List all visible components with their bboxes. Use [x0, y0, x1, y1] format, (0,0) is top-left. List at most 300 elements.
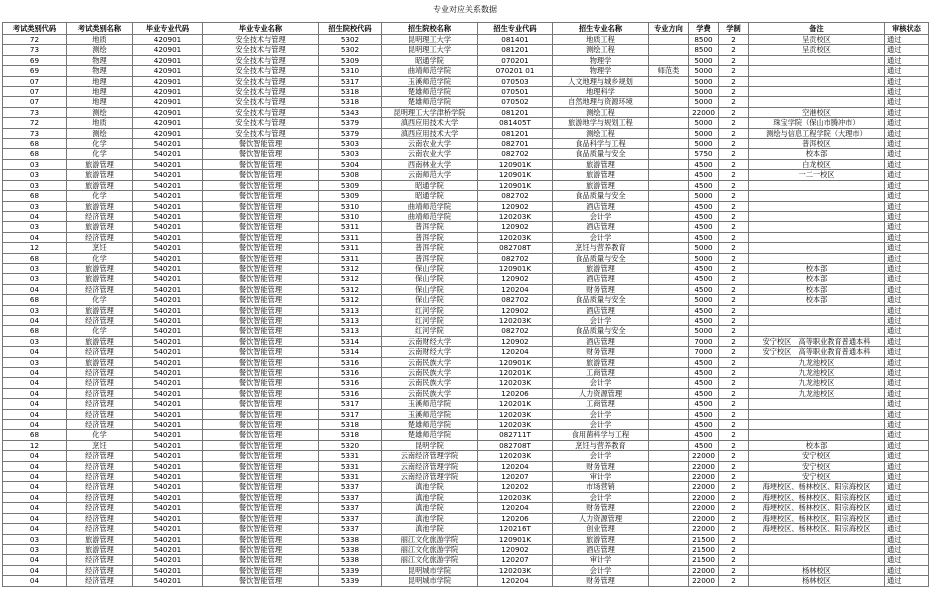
table-cell: 云南民族大学 — [382, 368, 478, 378]
table-cell: 曲靖师范学院 — [382, 201, 478, 211]
table-row — [3, 524, 929, 534]
table-cell: 120902 — [478, 201, 553, 211]
table-cell: 通过 — [885, 461, 929, 471]
table-cell — [749, 305, 885, 315]
table-cell: 餐饮智能管理 — [203, 315, 319, 325]
table-cell — [749, 87, 885, 97]
table-cell: 通过 — [885, 399, 929, 409]
table-cell: 化学 — [67, 149, 133, 159]
table-cell: 餐饮智能管理 — [203, 159, 319, 169]
table-cell: 120207 — [478, 555, 553, 565]
table-cell: 通过 — [885, 576, 929, 586]
column-header: 毕业专业代码 — [133, 23, 203, 35]
table-cell: 03 — [3, 222, 67, 232]
table-cell: 22000 — [689, 472, 719, 482]
table-cell: 通过 — [885, 201, 929, 211]
table-cell: 120206 — [478, 388, 553, 398]
table-cell: 丽江文化旅游学院 — [382, 534, 478, 544]
table-cell: 通过 — [885, 315, 929, 325]
table-cell: 安全技术与管理 — [203, 45, 319, 55]
table-cell: 酒店管理 — [553, 274, 649, 284]
table-cell: 酒店管理 — [553, 336, 649, 346]
table-cell: 540201 — [133, 243, 203, 253]
table-cell: 安全技术与管理 — [203, 55, 319, 65]
table-cell: 2 — [719, 326, 749, 336]
table-cell: 420901 — [133, 128, 203, 138]
table-cell: 540201 — [133, 274, 203, 284]
table-row — [3, 295, 929, 305]
table-cell: 5337 — [319, 524, 382, 534]
table-cell: 九龙池校区 — [749, 368, 885, 378]
table-cell: 2 — [719, 211, 749, 221]
table-cell: 120203K — [478, 451, 553, 461]
table-cell: 校本部 — [749, 284, 885, 294]
table-cell: 22000 — [689, 565, 719, 575]
table-cell: 03 — [3, 159, 67, 169]
table-cell: 2 — [719, 201, 749, 211]
table-cell: 滇池学院 — [382, 513, 478, 523]
table-cell: 68 — [3, 326, 67, 336]
table-cell: 120203K — [478, 315, 553, 325]
table-cell: 5318 — [319, 420, 382, 430]
table-cell: 通过 — [885, 253, 929, 263]
table-cell: 通过 — [885, 76, 929, 86]
table-row — [3, 336, 929, 346]
table-cell: 海埂校区、杨林校区、阳宗海校区 — [749, 513, 885, 523]
table-cell — [649, 576, 689, 586]
table-cell: 04 — [3, 232, 67, 242]
table-cell: 5320 — [319, 440, 382, 450]
table-cell: 九龙池校区 — [749, 388, 885, 398]
column-header: 审核状态 — [885, 23, 929, 35]
table-cell: 通过 — [885, 388, 929, 398]
table-row — [3, 274, 929, 284]
table-cell: 420901 — [133, 87, 203, 97]
table-cell: 540201 — [133, 378, 203, 388]
table-cell: 餐饮智能管理 — [203, 284, 319, 294]
table-cell: 03 — [3, 357, 67, 367]
table-cell: 5311 — [319, 232, 382, 242]
table-cell: 楚雄师范学院 — [382, 87, 478, 97]
table-cell: 经济管理 — [67, 565, 133, 575]
table-cell: 物理学 — [553, 66, 649, 76]
table-cell: 食品质量与安全 — [553, 149, 649, 159]
table-cell: 2 — [719, 222, 749, 232]
table-cell: 22000 — [689, 492, 719, 502]
table-cell: 082701 — [478, 139, 553, 149]
table-row — [3, 284, 929, 294]
table-cell: 物理 — [67, 55, 133, 65]
table-cell: 安全技术与管理 — [203, 128, 319, 138]
table-cell: 通过 — [885, 128, 929, 138]
table-cell: 旅游管理 — [67, 544, 133, 554]
table-cell: 2 — [719, 149, 749, 159]
table-cell — [649, 534, 689, 544]
table-cell — [649, 565, 689, 575]
table-cell: 人文地理与城乡规划 — [553, 76, 649, 86]
table-cell — [649, 76, 689, 86]
table-cell — [649, 107, 689, 117]
table-cell: 5000 — [689, 76, 719, 86]
table-cell: 杨林校区 — [749, 576, 885, 586]
table-cell: 通过 — [885, 243, 929, 253]
table-cell: 5312 — [319, 274, 382, 284]
table-row — [3, 149, 929, 159]
table-cell: 通过 — [885, 107, 929, 117]
table-cell: 2 — [719, 284, 749, 294]
table-row — [3, 211, 929, 221]
table-cell — [649, 191, 689, 201]
table-cell: 九龙池校区 — [749, 357, 885, 367]
table-cell: 呈贡校区 — [749, 35, 885, 45]
table-cell: 安全技术与管理 — [203, 107, 319, 117]
table-cell: 2 — [719, 378, 749, 388]
table-cell: 082708T — [478, 440, 553, 450]
table-cell: 5317 — [319, 76, 382, 86]
table-cell: 物理学 — [553, 55, 649, 65]
table-cell: 07 — [3, 97, 67, 107]
table-cell: 通过 — [885, 97, 929, 107]
table-cell: 2 — [719, 336, 749, 346]
table-cell: 地质工程 — [553, 35, 649, 45]
table-cell: 财务管理 — [553, 284, 649, 294]
table-cell: 5314 — [319, 336, 382, 346]
column-header: 学制 — [719, 23, 749, 35]
table-cell: 呈贡校区 — [749, 45, 885, 55]
table-cell: 玉溪师范学院 — [382, 76, 478, 86]
table-row — [3, 66, 929, 76]
table-cell — [649, 232, 689, 242]
table-cell: 通过 — [885, 347, 929, 357]
table-row — [3, 55, 929, 65]
table-cell: 120901K — [478, 170, 553, 180]
table-cell: 22000 — [689, 461, 719, 471]
table-cell: 420901 — [133, 66, 203, 76]
table-cell: 4500 — [689, 399, 719, 409]
table-cell: 540201 — [133, 513, 203, 523]
table-cell: 测绘 — [67, 45, 133, 55]
table-row — [3, 430, 929, 440]
table-cell: 540201 — [133, 191, 203, 201]
table-cell: 070201 01 — [478, 66, 553, 76]
table-cell: 082702 — [478, 149, 553, 159]
table-cell: 安全技术与管理 — [203, 35, 319, 45]
table-cell: 2 — [719, 263, 749, 273]
table-cell: 4500 — [689, 378, 719, 388]
table-cell: 4500 — [689, 440, 719, 450]
table-cell: 2 — [719, 97, 749, 107]
table-cell: 餐饮智能管理 — [203, 222, 319, 232]
table-cell: 自然地理与资源环境 — [553, 97, 649, 107]
table-cell — [649, 451, 689, 461]
table-row — [3, 118, 929, 128]
table-cell: 经济管理 — [67, 368, 133, 378]
table-row — [3, 555, 929, 565]
table-row — [3, 128, 929, 138]
table-cell: 通过 — [885, 180, 929, 190]
table-row — [3, 451, 929, 461]
table-cell: 07 — [3, 76, 67, 86]
table-cell: 2 — [719, 253, 749, 263]
table-cell: 21500 — [689, 544, 719, 554]
table-cell: 4500 — [689, 305, 719, 315]
table-cell: 食用菌科学与工程 — [553, 430, 649, 440]
table-cell: 2 — [719, 420, 749, 430]
table-cell: 72 — [3, 35, 67, 45]
table-cell: 4500 — [689, 430, 719, 440]
table-cell: 5316 — [319, 368, 382, 378]
table-cell: 通过 — [885, 118, 929, 128]
table-cell: 餐饮智能管理 — [203, 211, 319, 221]
table-cell — [649, 149, 689, 159]
table-cell: 540201 — [133, 399, 203, 409]
table-cell: 070501 — [478, 87, 553, 97]
table-cell: 5750 — [689, 149, 719, 159]
table-cell: 红河学院 — [382, 326, 478, 336]
table-cell: 5338 — [319, 555, 382, 565]
table-cell: 5303 — [319, 139, 382, 149]
table-cell: 会计学 — [553, 232, 649, 242]
table-cell — [749, 399, 885, 409]
table-cell: 安全技术与管理 — [203, 97, 319, 107]
table-cell — [649, 45, 689, 55]
table-cell: 2 — [719, 45, 749, 55]
table-cell — [749, 180, 885, 190]
table-cell: 540201 — [133, 253, 203, 263]
table-cell: 120901K — [478, 357, 553, 367]
table-cell: 2 — [719, 170, 749, 180]
table-cell: 120901K — [478, 159, 553, 169]
table-cell: 2 — [719, 35, 749, 45]
table-cell: 经济管理 — [67, 315, 133, 325]
table-cell: 旅游管理 — [67, 159, 133, 169]
table-cell: 082708T — [478, 243, 553, 253]
table-cell: 审计学 — [553, 555, 649, 565]
table-cell: 通过 — [885, 368, 929, 378]
table-cell — [749, 211, 885, 221]
table-cell: 测绘工程 — [553, 128, 649, 138]
table-cell: 餐饮智能管理 — [203, 326, 319, 336]
table-cell: 5310 — [319, 201, 382, 211]
table-cell: 九龙池校区 — [749, 378, 885, 388]
table-cell: 2 — [719, 139, 749, 149]
table-cell: 海埂校区、杨林校区、阳宗海校区 — [749, 492, 885, 502]
column-header: 毕业专业名称 — [203, 23, 319, 35]
table-cell: 海埂校区、杨林校区、阳宗海校区 — [749, 524, 885, 534]
table-cell: 540201 — [133, 347, 203, 357]
table-cell: 4500 — [689, 284, 719, 294]
table-row — [3, 97, 929, 107]
table-cell: 5314 — [319, 347, 382, 357]
table-cell: 68 — [3, 430, 67, 440]
table-cell: 5338 — [319, 534, 382, 544]
table-cell — [649, 284, 689, 294]
table-cell: 5309 — [319, 55, 382, 65]
table-cell: 540201 — [133, 440, 203, 450]
table-cell: 餐饮智能管理 — [203, 565, 319, 575]
table-cell: 5339 — [319, 576, 382, 586]
table-cell: 食品质量与安全 — [553, 326, 649, 336]
table-cell: 5337 — [319, 503, 382, 513]
table-cell: 旅游管理 — [67, 222, 133, 232]
table-cell: 餐饮智能管理 — [203, 295, 319, 305]
table-cell: 通过 — [885, 565, 929, 575]
table-cell: 杨林校区 — [749, 565, 885, 575]
table-cell: 餐饮智能管理 — [203, 180, 319, 190]
table-cell: 化学 — [67, 253, 133, 263]
column-header: 招生院校代码 — [319, 23, 382, 35]
table-cell: 经济管理 — [67, 409, 133, 419]
table-row — [3, 87, 929, 97]
table-cell: 72 — [3, 118, 67, 128]
table-cell: 4500 — [689, 368, 719, 378]
table-cell: 红河学院 — [382, 315, 478, 325]
table-cell: 工商管理 — [553, 368, 649, 378]
table-cell: 082711T — [478, 430, 553, 440]
table-cell: 120203K — [478, 409, 553, 419]
table-cell — [649, 35, 689, 45]
table-cell: 120204 — [478, 576, 553, 586]
table-cell: 昭通学院 — [382, 55, 478, 65]
table-cell: 070502 — [478, 97, 553, 107]
table-cell: 安全技术与管理 — [203, 87, 319, 97]
table-cell: 经济管理 — [67, 472, 133, 482]
table-cell: 经济管理 — [67, 492, 133, 502]
table-cell — [649, 388, 689, 398]
table-cell: 楚雄师范学院 — [382, 97, 478, 107]
table-cell — [749, 76, 885, 86]
table-cell: 地质 — [67, 35, 133, 45]
table-cell: 540201 — [133, 295, 203, 305]
table-cell: 经济管理 — [67, 284, 133, 294]
table-cell: 420901 — [133, 55, 203, 65]
table-cell — [649, 97, 689, 107]
table-cell — [649, 211, 689, 221]
table-cell: 8500 — [689, 45, 719, 55]
data-table — [2, 22, 929, 587]
table-cell: 04 — [3, 211, 67, 221]
table-row — [3, 305, 929, 315]
table-cell: 餐饮智能管理 — [203, 513, 319, 523]
table-cell — [649, 492, 689, 502]
table-cell: 04 — [3, 472, 67, 482]
table-cell — [649, 253, 689, 263]
table-cell — [649, 139, 689, 149]
table-cell: 滇池学院 — [382, 492, 478, 502]
table-cell: 2 — [719, 482, 749, 492]
table-cell: 120902 — [478, 336, 553, 346]
table-cell: 会计学 — [553, 420, 649, 430]
table-cell: 120202 — [478, 482, 553, 492]
table-cell: 烹饪与营养教育 — [553, 243, 649, 253]
table-cell: 22000 — [689, 524, 719, 534]
table-cell — [649, 118, 689, 128]
table-cell: 5317 — [319, 399, 382, 409]
table-cell: 5316 — [319, 388, 382, 398]
table-cell: 餐饮智能管理 — [203, 139, 319, 149]
table-cell: 120203K — [478, 420, 553, 430]
table-cell: 03 — [3, 336, 67, 346]
table-cell: 2 — [719, 118, 749, 128]
table-cell: 保山学院 — [382, 263, 478, 273]
table-cell: 经济管理 — [67, 451, 133, 461]
table-row — [3, 107, 929, 117]
table-cell: 5311 — [319, 253, 382, 263]
table-cell: 楚雄师范学院 — [382, 430, 478, 440]
table-cell — [749, 326, 885, 336]
table-body — [3, 35, 929, 587]
table-cell: 餐饮智能管理 — [203, 357, 319, 367]
table-cell: 西南林业大学 — [382, 159, 478, 169]
table-cell — [649, 420, 689, 430]
table-cell: 5338 — [319, 544, 382, 554]
table-cell: 通过 — [885, 492, 929, 502]
table-cell: 酒店管理 — [553, 305, 649, 315]
table-row — [3, 513, 929, 523]
table-cell: 云南民族大学 — [382, 357, 478, 367]
table-cell: 21500 — [689, 555, 719, 565]
table-cell: 5331 — [319, 451, 382, 461]
table-cell — [749, 253, 885, 263]
table-cell: 通过 — [885, 472, 929, 482]
table-cell: 540201 — [133, 263, 203, 273]
table-cell: 白龙校区 — [749, 159, 885, 169]
table-cell: 安宁校区 — [749, 472, 885, 482]
table-cell: 2 — [719, 451, 749, 461]
table-cell: 12 — [3, 440, 67, 450]
table-cell: 餐饮智能管理 — [203, 170, 319, 180]
table-row — [3, 576, 929, 586]
table-cell: 测绘与信息工程学院（大理市） — [749, 128, 885, 138]
table-cell: 5318 — [319, 87, 382, 97]
table-row — [3, 420, 929, 430]
table-cell — [649, 336, 689, 346]
table-cell: 5000 — [689, 243, 719, 253]
table-cell: 68 — [3, 149, 67, 159]
table-cell: 餐饮智能管理 — [203, 149, 319, 159]
table-cell — [649, 409, 689, 419]
table-cell: 2 — [719, 409, 749, 419]
table-cell — [649, 263, 689, 273]
table-cell: 5000 — [689, 326, 719, 336]
table-cell: 旅游管理 — [67, 534, 133, 544]
table-cell: 2 — [719, 388, 749, 398]
table-cell: 5000 — [689, 139, 719, 149]
table-cell: 空港校区 — [749, 107, 885, 117]
table-cell: 68 — [3, 295, 67, 305]
table-cell: 餐饮智能管理 — [203, 191, 319, 201]
table-row — [3, 326, 929, 336]
table-cell: 旅游管理 — [67, 201, 133, 211]
table-cell: 5337 — [319, 513, 382, 523]
table-cell: 5316 — [319, 378, 382, 388]
table-cell: 4500 — [689, 159, 719, 169]
table-cell: 68 — [3, 191, 67, 201]
table-cell: 03 — [3, 170, 67, 180]
table-cell — [649, 201, 689, 211]
table-cell: 曲靖师范学院 — [382, 211, 478, 221]
table-row — [3, 243, 929, 253]
table-cell: 540201 — [133, 576, 203, 586]
table-cell: 082702 — [478, 326, 553, 336]
table-cell: 普洱学院 — [382, 253, 478, 263]
table-cell: 5000 — [689, 253, 719, 263]
table-cell — [749, 544, 885, 554]
table-cell: 68 — [3, 253, 67, 263]
table-cell — [649, 347, 689, 357]
table-cell: 22000 — [689, 503, 719, 513]
table-cell: 旅游管理 — [67, 336, 133, 346]
